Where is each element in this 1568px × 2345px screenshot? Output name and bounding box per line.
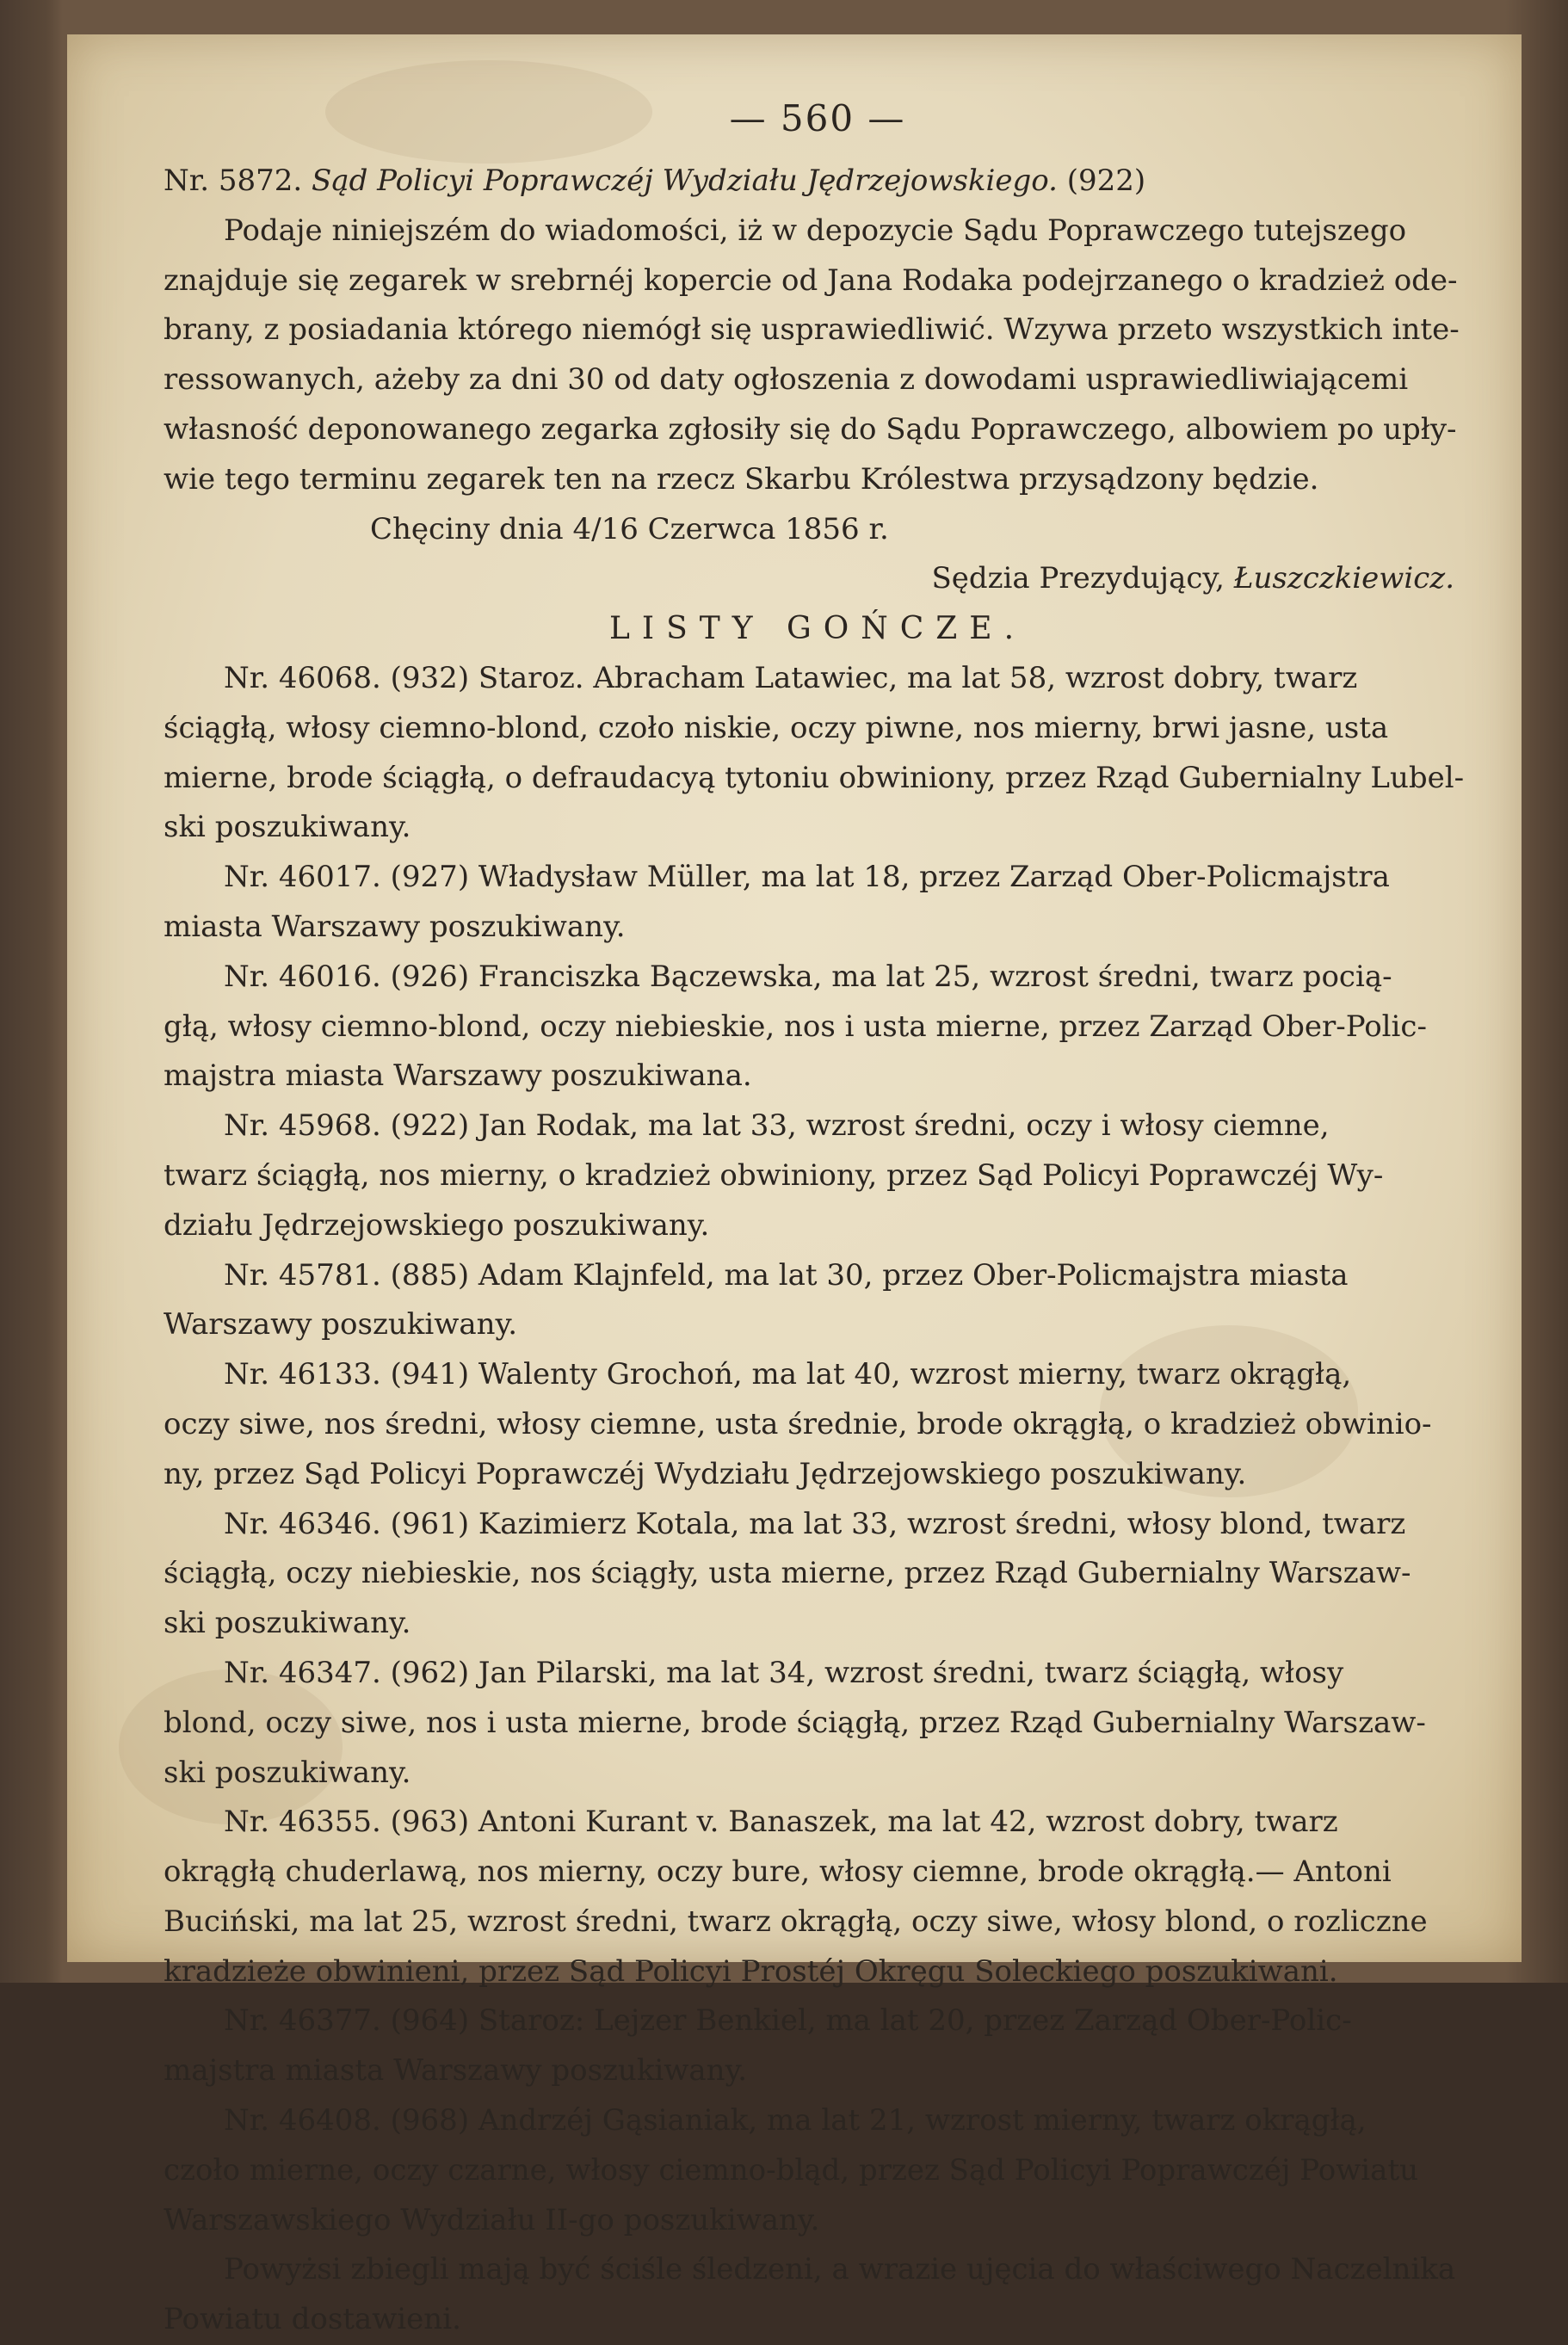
text-segment: Nr. 5872. <box>164 164 312 198</box>
text-segment: Podaje niniejszém do wiadomości, iż w depozycie Sądu Poprawczego tutejszego <box>224 213 1407 248</box>
text-line: czoło mierne, oczy czarne, włosy ciemno-bląd, przez Sąd Policyi Poprawczéj Powiatu <box>164 2152 1418 2188</box>
text-line <box>164 455 1472 505</box>
text-segment: (922) <box>1057 164 1146 198</box>
entry-first-line: Nr. 45968. (922) Jan Rodak, ma lat 33, wzrost średni, oczy i włosy ciemne, <box>224 1108 1330 1144</box>
court-notice <box>164 157 1472 604</box>
text-line: głą, włosy ciemno-blond, oczy niebieskie, nos i usta mierne, przez Zarząd Ober-Polic- <box>164 1009 1427 1044</box>
text-line: ski poszukiwany. <box>164 810 411 845</box>
text-line: Buciński, ma lat 25, wzrost średni, twarz okrągłą, oczy siwe, włosy blond, o rozliczne <box>164 1904 1428 1939</box>
text-segment: wie tego terminu zegarek ten na rzecz Skarbu Królestwa przysądzony będzie. <box>164 461 1319 497</box>
entry-first-line: Nr. 46068. (932) Staroz. Abracham Latawiec, ma lat 58, wzrost dobry, twarz <box>224 660 1358 695</box>
text-line: ski poszukiwany. <box>164 1606 411 1641</box>
text-line: majstra miasta Warszawy poszukiwany. <box>164 2053 748 2089</box>
text-line <box>164 355 1472 405</box>
text-line <box>164 305 1472 355</box>
page-number: — 560 — <box>729 97 906 139</box>
text-line <box>164 207 1472 256</box>
text-line: Powiatu dostawieni. <box>164 2302 461 2337</box>
text-line: blond, oczy siwe, nos i usta mierne, brode ściągłą, przez Rząd Gubernialny Warszaw- <box>164 1705 1426 1740</box>
text-line: działu Jędrzejowskiego poszukiwany. <box>164 1207 710 1243</box>
text-line: Warszawy poszukiwany. <box>164 1307 518 1342</box>
text-segment: Chęciny dnia 4/16 Czerwca 1856 r. <box>370 511 889 546</box>
entry-first-line: Nr. 46408. (968) Andrzéj Gąsianiak, ma lat 21, wzrost mierny, twarz okrągłą, <box>224 2103 1367 2138</box>
text-line: Warszawskiego Wydziału II-go poszukiwany. <box>164 2202 820 2237</box>
italic-segment: Sąd Policyi Poprawczéj Wydziału Jędrzejowskiego. <box>312 164 1058 198</box>
text-line <box>164 157 1472 207</box>
entry-first-line: Nr. 46017. (927) Władysław Müller, ma lat 18, przez Zarząd Ober-Policmajstra <box>224 860 1390 895</box>
text-segment: ressowanych, ażeby za dni 30 od daty ogłoszenia z dowodami usprawiedliwiającemi <box>164 362 1409 398</box>
text-line: ściągłą, oczy niebieskie, nos ściągły, usta mierne, przez Rząd Gubernialny Warszaw- <box>164 1556 1411 1591</box>
text-segment: brany, z posiadania którego niemógł się usprawiedliwić. Wzywa przeto wszystkich inte- <box>164 312 1460 348</box>
entry-first-line: Nr. 46346. (961) Kazimierz Kotala, ma lat 33, wzrost średni, włosy blond, twarz <box>224 1506 1406 1541</box>
text-line <box>164 256 1472 306</box>
text-line: oczy siwe, nos średni, włosy ciemne, usta średnie, brode okrągłą, o kradzież obwinio- <box>164 1406 1432 1441</box>
entry-first-line: Nr. 46355. (963) Antoni Kurant v. Banaszek, ma lat 42, wzrost dobry, twarz <box>224 1805 1338 1840</box>
entry-first-line: Nr. 46133. (941) Walenty Grochoń, ma lat 40, wzrost mierny, twarz okrągłą, <box>224 1357 1352 1392</box>
text-segment: Sędzia Prezydujący, <box>931 561 1234 596</box>
wanted-list <box>164 654 1472 2345</box>
text-line: ny, przez Sąd Policyi Poprawczéj Wydziału Jędrzejowskiego poszukiwany. <box>164 1456 1247 1491</box>
text-line: mierne, brode ściągłą, o defraudacyą tytoniu obwiniony, przez Rząd Gubernialny Lubel- <box>164 760 1465 795</box>
text-segment: własność deponowanego zegarka zgłosiły się do Sądu Poprawczego, albowiem po upły- <box>164 411 1457 447</box>
italic-segment: Łuszczkiewicz. <box>1233 561 1454 596</box>
text-segment: znajduje się zegarek w srebrnéj kopercie od Jana Rodaka podejrzanego o kradzież ode- <box>164 262 1458 298</box>
entry-first-line: Nr. 45781. (885) Adam Klajnfeld, ma lat 30, przez Ober-Policmajstra miasta <box>224 1257 1349 1293</box>
text-line: okrągłą chuderlawą, nos mierny, oczy bure, włosy ciemne, brode okrągłą.— Antoni <box>164 1854 1392 1890</box>
page-text <box>164 95 1472 2337</box>
text-line <box>164 505 1472 555</box>
entry-first-line: Nr. 46347. (962) Jan Pilarski, ma lat 34, wzrost średni, twarz ściągłą, włosy <box>224 1655 1344 1690</box>
section-heading: LISTY GOŃCZE. <box>608 611 1027 647</box>
text-line: majstra miasta Warszawy poszukiwana. <box>164 1058 752 1094</box>
text-line <box>164 405 1472 455</box>
text-line: ściągłą, włosy ciemno-blond, czoło niskie, oczy piwne, nos mierny, brwi jasne, usta <box>164 710 1389 745</box>
entry-first-line: Nr. 46016. (926) Franciszka Bączewska, ma lat 25, wzrost średni, twarz pocią- <box>224 959 1392 994</box>
text-line: kradzieże obwinieni, przez Sąd Policyi Prostéj Okręgu Soleckiego poszukiwani. <box>164 1953 1338 1989</box>
entry-first-line: Powyżsi zbiegli mają być ściśle śledzeni, a wrazie ujęcia do właściwego Naczelnika <box>224 2252 1456 2287</box>
text-line <box>164 554 1472 604</box>
text-line: ski poszukiwany. <box>164 1755 411 1790</box>
text-line: twarz ściągłą, nos mierny, o kradzież obwiniony, przez Sąd Policyi Poprawczéj Wy- <box>164 1157 1384 1193</box>
entry-first-line: Nr. 46377. (964) Staroz: Lejzer Benkiel, ma lat 20, przez Zarząd Ober-Polic- <box>224 2003 1352 2039</box>
text-line: miasta Warszawy poszukiwany. <box>164 909 626 944</box>
